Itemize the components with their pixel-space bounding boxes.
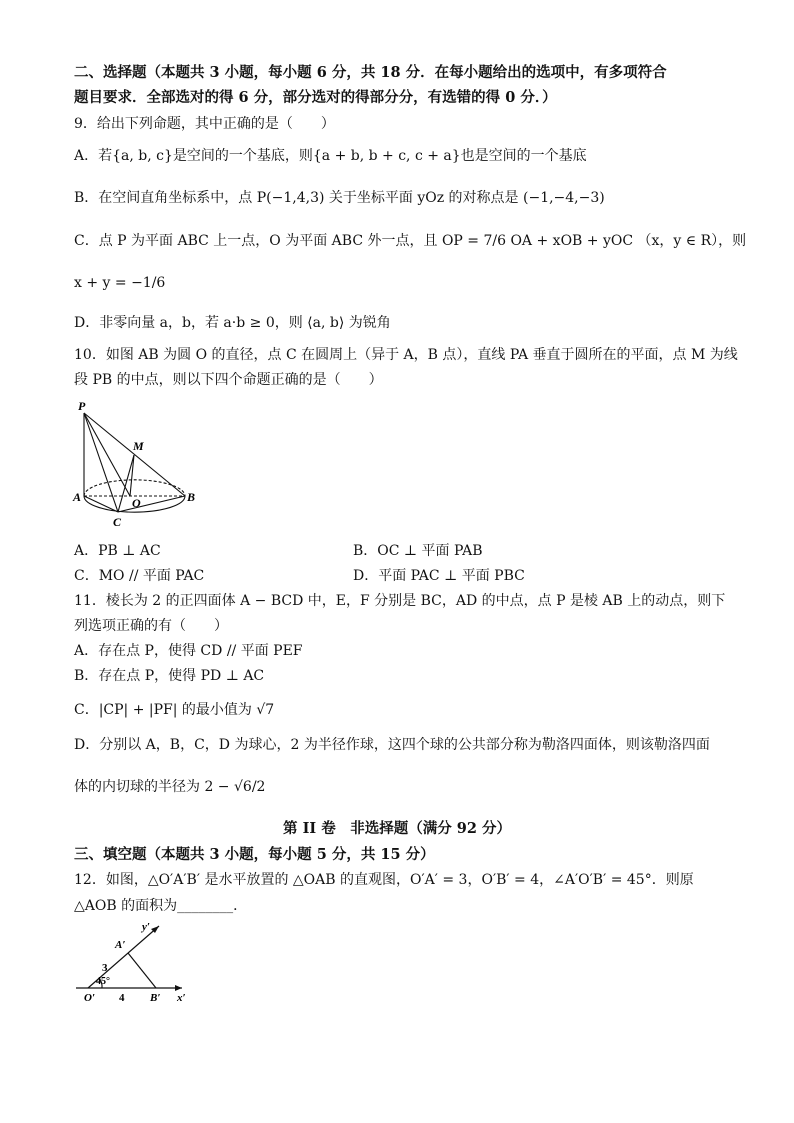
q10-stem-line2: 段 PB 的中点，则以下四个命题正确的是（ ）	[74, 372, 383, 388]
q10-option-b: B．OC ⊥ 平面 PAB	[353, 543, 483, 559]
q9-option-a: A．若{a, b, c}是空间的一个基底，则{a + b, b + c, c + a}也是空间的一个基底	[74, 148, 587, 164]
section3-header: 三、填空题（本题共 3 小题，每小题 5 分，共 15 分）	[74, 846, 435, 863]
q11-option-b: B．存在点 P，使得 PD ⊥ AC	[74, 668, 265, 684]
segment-pb	[84, 413, 185, 496]
label-a: A	[73, 490, 82, 504]
q12-stem-line2: △AOB 的面积为________．	[74, 898, 248, 914]
segment-po	[84, 413, 130, 496]
q11-option-a: A．存在点 P，使得 CD // 平面 PEF	[74, 643, 303, 659]
label-b: B	[187, 490, 196, 504]
q11-stem-line1: 11．棱长为 2 的正四面体 A − BCD 中，E，F 分别是 BC，AD 的中点，点 P 是棱 AB 上的动点，则下	[74, 593, 726, 609]
part2-title: 第 II 卷 非选择题（满分 92 分）	[283, 820, 511, 837]
section2-header-line1: 二、选择题（本题共 3 小题，每小题 6 分，共 18 分．在每小题给出的选项中，有多项符合	[74, 64, 667, 81]
section2-header-line2: 题目要求．全部选对的得 6 分，部分选对的得部分分，有选错的得 0 分．）	[74, 89, 557, 106]
q10-figure	[70, 398, 210, 530]
x-axis-arrow-icon	[175, 985, 182, 991]
q11-option-d-line1: D．分别以 A，B，C，D 为球心，2 为半径作球，这四个球的公共部分称为勒洛四面体，则该勒洛四面	[74, 737, 710, 753]
q9-option-c-line2: x + y = −1/6	[74, 275, 166, 291]
segment-cb	[118, 496, 185, 512]
q10-stem-line1: 10．如图 AB 为圆 O 的直径，点 C 在圆周上（异于 A，B 点），直线 PA 垂直于圆所在的平面，点 M 为线	[74, 347, 738, 363]
q9-option-d: D．非零向量 a，b，若 a·b ≥ 0，则 ⟨a, b⟩ 为锐角	[74, 315, 391, 331]
label-o: O	[132, 496, 141, 510]
label-x: x′	[177, 992, 186, 1002]
label-b: B′	[150, 992, 161, 1002]
q10-option-d: D．平面 PAC ⊥ 平面 PBC	[353, 568, 525, 584]
q12-figure	[74, 920, 194, 1002]
q9-option-c-line1: C．点 P 为平面 ABC 上一点，O 为平面 ABC 外一点，且 OP = 7/6 OA + xOB + yOC （x，y ∈ R），则	[74, 233, 747, 249]
label-4: 4	[119, 992, 125, 1002]
q10-option-a: A．PB ⊥ AC	[74, 543, 161, 559]
label-o: O′	[84, 992, 96, 1002]
segment-a-b	[128, 953, 156, 988]
label-p: P	[78, 399, 86, 413]
segment-pc	[84, 413, 118, 512]
base-circle-back	[84, 480, 185, 496]
q12-stem-line1: 12．如图，△O′A′B′ 是水平放置的 △OAB 的直观图，O′A′ = 3，O′B′ = 4，∠A′O′B′ = 45°．则原	[74, 872, 694, 888]
label-y: y′	[142, 921, 150, 933]
label-a: A′	[115, 939, 126, 951]
q9-stem: 9．给出下列命题，其中正确的是（ ）	[74, 116, 335, 132]
label-m: M	[133, 439, 144, 453]
q9-option-b: B．在空间直角坐标系中，点 P(−1,4,3) 关于坐标平面 yOz 的对称点是 (−1,−4,−3)	[74, 190, 605, 206]
label-3: 3	[102, 962, 108, 974]
q11-stem-line2: 列选项正确的有（ ）	[74, 618, 228, 634]
label-45: 45°	[96, 976, 110, 987]
q11-option-c: C．|CP| + |PF| 的最小值为 √7	[74, 702, 275, 718]
q10-option-c: C．MO // 平面 PAC	[74, 568, 205, 584]
q11-option-d-line2: 体的内切球的半径为 2 − √6/2	[74, 779, 266, 795]
label-c: C	[113, 515, 122, 529]
